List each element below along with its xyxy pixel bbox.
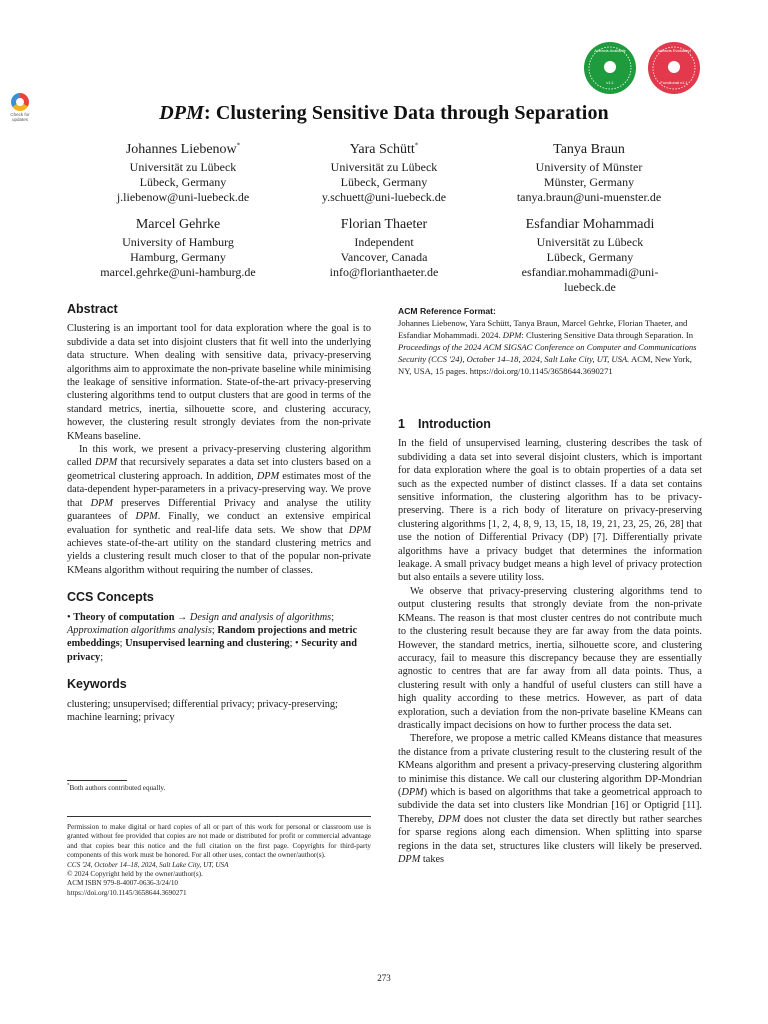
author-location: Vancover, Canada (340, 250, 428, 264)
text-run: ; (100, 651, 104, 663)
doi-link[interactable]: https://doi.org/10.1145/3658644.3690271 (67, 888, 187, 897)
author-email[interactable]: esfandiar.mohammadi@uni-luebeck.de (521, 265, 659, 294)
author-mark: * (236, 141, 241, 150)
text-run: Random projections and metric embeddings (67, 624, 358, 650)
author-location: Hamburg, Germany (130, 250, 226, 264)
page-number: 273 (377, 973, 391, 983)
text-run: ; (119, 638, 126, 650)
text-run: We observe that privacy-preserving clustering algorithms tend to output clustering results that strongly deviate from the non-private KMeans. The reason is that most cluster centres do not contribute much to the clustering result because they are far away from the data points. However, the standard metrics, inertia, silhouette score, and clustering accuracy, fail to measure this discrepancy because they are essentially agnostic to centres that are far away from all data points. Thus, a clustering result with only a handful of useful clusters can still have a high quality according to these metrics. However, as part of data exploration, such a deviation from the non-private baseline KMeans can drastically impact decisions on how to further process the data set. (398, 585, 702, 731)
abstract-paragraph-1: Clustering is an important tool for data exploration where the goal is to subdivide a data set into disjoint clusters that fit well into the underlying data structure. When dealing with sensitive data, privacy-preserving algorithms aim to approximate the non-private baseline while minimising the leakage of sensitive information. State-of-the-art privacy-preserving clustering algorithms tend to output clusters that are good in terms of the standard metrics, inertia, silhouette score, and clustering accuracy, however, the clustering result strongly deviates from the non-private KMeans baseline. (67, 323, 371, 442)
author-name: Yara Schütt (349, 142, 415, 157)
text-run: that recursively separates a data set into clusters based on a geometrical clustering approach. In addition, (67, 457, 371, 482)
text-run: DPM (94, 457, 118, 469)
text-run: DPM (256, 470, 280, 482)
author-location: Lübeck, Germany (139, 175, 227, 189)
text-run: • (67, 611, 74, 623)
author-location: Lübeck, Germany (546, 250, 634, 264)
acm-reference-heading: ACM Reference Format: (398, 306, 496, 316)
text-run: DPM (401, 786, 424, 798)
badge-2-line1: Artifacts Evaluated (657, 48, 691, 53)
text-run: → (174, 611, 190, 623)
author-block (264, 216, 504, 280)
ccs-concepts (67, 611, 371, 665)
permission-text: Permission to make digital or hard copies of all or part of this work for personal or classroom use is granted without fee provided that copies are not made or distributed for profit or commercial advantage and that copies bear this notice and the full citation on the first page. Copyrights for third-party components of this work must be honored. For all other uses, contact the owner/author(s). (67, 823, 371, 860)
acm-reference-format (398, 305, 702, 377)
venue-line: CCS '24, October 14–18, 2024, Salt Lake City, UT, USA (67, 860, 229, 869)
text-run: Proceedings of the 2024 ACM SIGSAC Conference on Computer and Communications Security (CCS '24), October 14–18, 2024, Salt Lake City, UT, USA. (398, 342, 697, 364)
author-affiliation: Universität zu Lübeck (129, 160, 237, 174)
section-number: 1 (398, 417, 405, 431)
author-email[interactable]: marcel.gehrke@uni-hamburg.de (100, 265, 256, 279)
introduction-heading (398, 418, 702, 431)
section-title: Introduction (418, 417, 491, 431)
isbn-line: ACM ISBN 979-8-4007-0636-3/24/10 (67, 879, 179, 888)
text-run: Unsupervised learning and clustering (125, 638, 290, 650)
author-name: Florian Thaeter (340, 217, 428, 232)
text-run: Security and privacy (67, 638, 357, 663)
author-email[interactable]: tanya.braun@uni-muenster.de (516, 190, 662, 204)
author-email[interactable]: y.schuett@uni-luebeck.de (321, 190, 447, 204)
author-location: Münster, Germany (543, 175, 635, 189)
author-name: Esfandiar Mohammadi (525, 217, 655, 232)
text-run: DPM (437, 813, 461, 825)
check-for-updates-label: Check for updates (10, 112, 30, 122)
artifacts-available-badge (584, 42, 636, 94)
intro-paragraph-1 (398, 437, 702, 584)
author-name: Marcel Gehrke (135, 217, 221, 232)
text-run: ACM, New York, NY, USA, 15 pages. https://doi.org/10.1145/3658644.3690271 (398, 354, 692, 376)
text-run: Johannes Liebenow, Yara Schütt, Tanya Braun, Marcel Gehrke, Florian Thaeter, and Esfandiar Mohammadi. 2024. (398, 318, 688, 340)
right-column (398, 418, 702, 866)
author-name: Johannes Liebenow (125, 142, 237, 157)
author-affiliation: University of Münster (535, 160, 643, 174)
text-run: : Clustering Sensitive Data through Separation. In (521, 330, 694, 340)
author-block (469, 141, 709, 205)
acm-badges-svg (580, 40, 704, 96)
text-run: . Finally, we conduct an extensive empirical evaluation for synthetic and real-life data sets. We show that (67, 511, 371, 536)
author-mark: * (414, 141, 419, 150)
acm-reference-text (398, 317, 702, 377)
footnote (67, 784, 165, 792)
text-run: takes (420, 854, 445, 865)
text-run: Theory of computation (73, 611, 175, 623)
text-run: ; • (289, 638, 302, 650)
footnote-text: Both authors contributed equally. (69, 784, 166, 792)
author-affiliation: Universität zu Lübeck (330, 160, 438, 174)
text-run: ; (331, 611, 335, 623)
badge-1-line2: v1.1 (606, 80, 614, 85)
text-run: In the field of unsupervised learning, clustering describes the task of subdividing a data set into several disjoint clusters, which is important for data exploration where the goal is to obtain properties of a data set such as the expected number of distinct classes. If a data set contains sensitive information, the clustering algorithm has to be privacy-preserving. There is a rich body of literature on privacy-preserving clustering algorithms [1, 2, 4, 8, 9, 13, 15, 18, 19, 21, 23, 25, 26, 28] that use the notion of Differential Privacy (DP) [7]. Differentially private algorithms have a privacy budget that determines the information leakage. A small privacy budget means a high level of privacy protection but also entails a severe utility loss. (398, 438, 702, 584)
footnote-rule (67, 780, 127, 781)
author-block (264, 141, 504, 205)
copyright-line: © 2024 Copyright held by the owner/author(s). (67, 870, 203, 879)
badge-1-line1: Artifacts Available (594, 48, 626, 53)
text-run: Approximation algorithms analysis (67, 624, 212, 636)
text-run: In this work, we present a privacy-preserving clustering algorithm called (67, 444, 371, 469)
ccs-heading: CCS Concepts (67, 590, 154, 605)
text-run: preserves Differential Privacy and analyse the utility guarantees of (67, 497, 372, 523)
acm-artifact-badges (580, 40, 704, 96)
author-affiliation: Universität zu Lübeck (536, 235, 644, 249)
author-affiliation: University of Hamburg (122, 235, 234, 249)
author-email[interactable]: info@florianthaeter.de (329, 265, 439, 279)
author-location: Lübeck, Germany (340, 175, 428, 189)
text-run: DPM (348, 524, 371, 536)
text-run: ) which is based on algorithms that take a geometrical approach to subdivide the data set into clusters like Mondrian [16] or Optigrid [11]. Thereby, (398, 786, 702, 825)
text-run: does not cluster the data set directly but rather searches for sparse regions along each dimension. When splitting into sparse regions in the data set, structures like clusters will likely be preserved. (398, 813, 702, 852)
permission-block (67, 823, 371, 898)
intro-paragraph-2 (398, 585, 702, 732)
artifacts-evaluated-badge (648, 42, 700, 94)
text-run: Design and analysis of algorithms (189, 611, 332, 623)
text-run: ; (211, 624, 218, 636)
permission-rule (67, 816, 371, 817)
author-affiliation: Independent (354, 235, 414, 249)
author-name: Tanya Braun (553, 142, 625, 157)
text-run: DPM (90, 497, 113, 509)
keywords-text: clustering; unsupervised; differential privacy; privacy-preserving; machine learning; privacy (67, 698, 338, 723)
badge-2-line2: Functional v1.1 (660, 80, 688, 85)
keywords-heading: Keywords (67, 677, 127, 692)
text-run: DPM (502, 330, 522, 340)
text-run: estimates most of the data-dependent hyper-parameters in a privacy-preserving way. We prove that (67, 470, 372, 509)
text-run: DPM (135, 511, 158, 523)
text-run: DPM (398, 854, 421, 865)
footnote-mark: * (67, 783, 70, 789)
author-email[interactable]: j.liebenow@uni-luebeck.de (116, 190, 250, 204)
paper-title (0, 102, 768, 125)
intro-paragraph-3 (398, 732, 702, 866)
title-emphasis: DPM (159, 102, 204, 124)
abstract-paragraph-2 (67, 443, 371, 577)
author-block (58, 216, 298, 280)
text-run: achieves state-of-the-art utility on the standard clustering metrics and yields a clustering result much closer to that of the popular non-private KMeans algorithm without requiring the number of classes. (67, 537, 371, 576)
text-run: Therefore, we propose a metric called KMeans distance that measures the distance from a private clustering result to the clustering result of the KMeans algorithm and present a privacy-preserving clustering algorithm to minimise this distance. We call our clustering algorithm DP-Mondrian ( (398, 733, 702, 798)
left-column (67, 303, 371, 724)
abstract-heading: Abstract (67, 302, 118, 316)
title-rest: : Clustering Sensitive Data through Separation (203, 102, 609, 124)
author-block (470, 216, 710, 295)
